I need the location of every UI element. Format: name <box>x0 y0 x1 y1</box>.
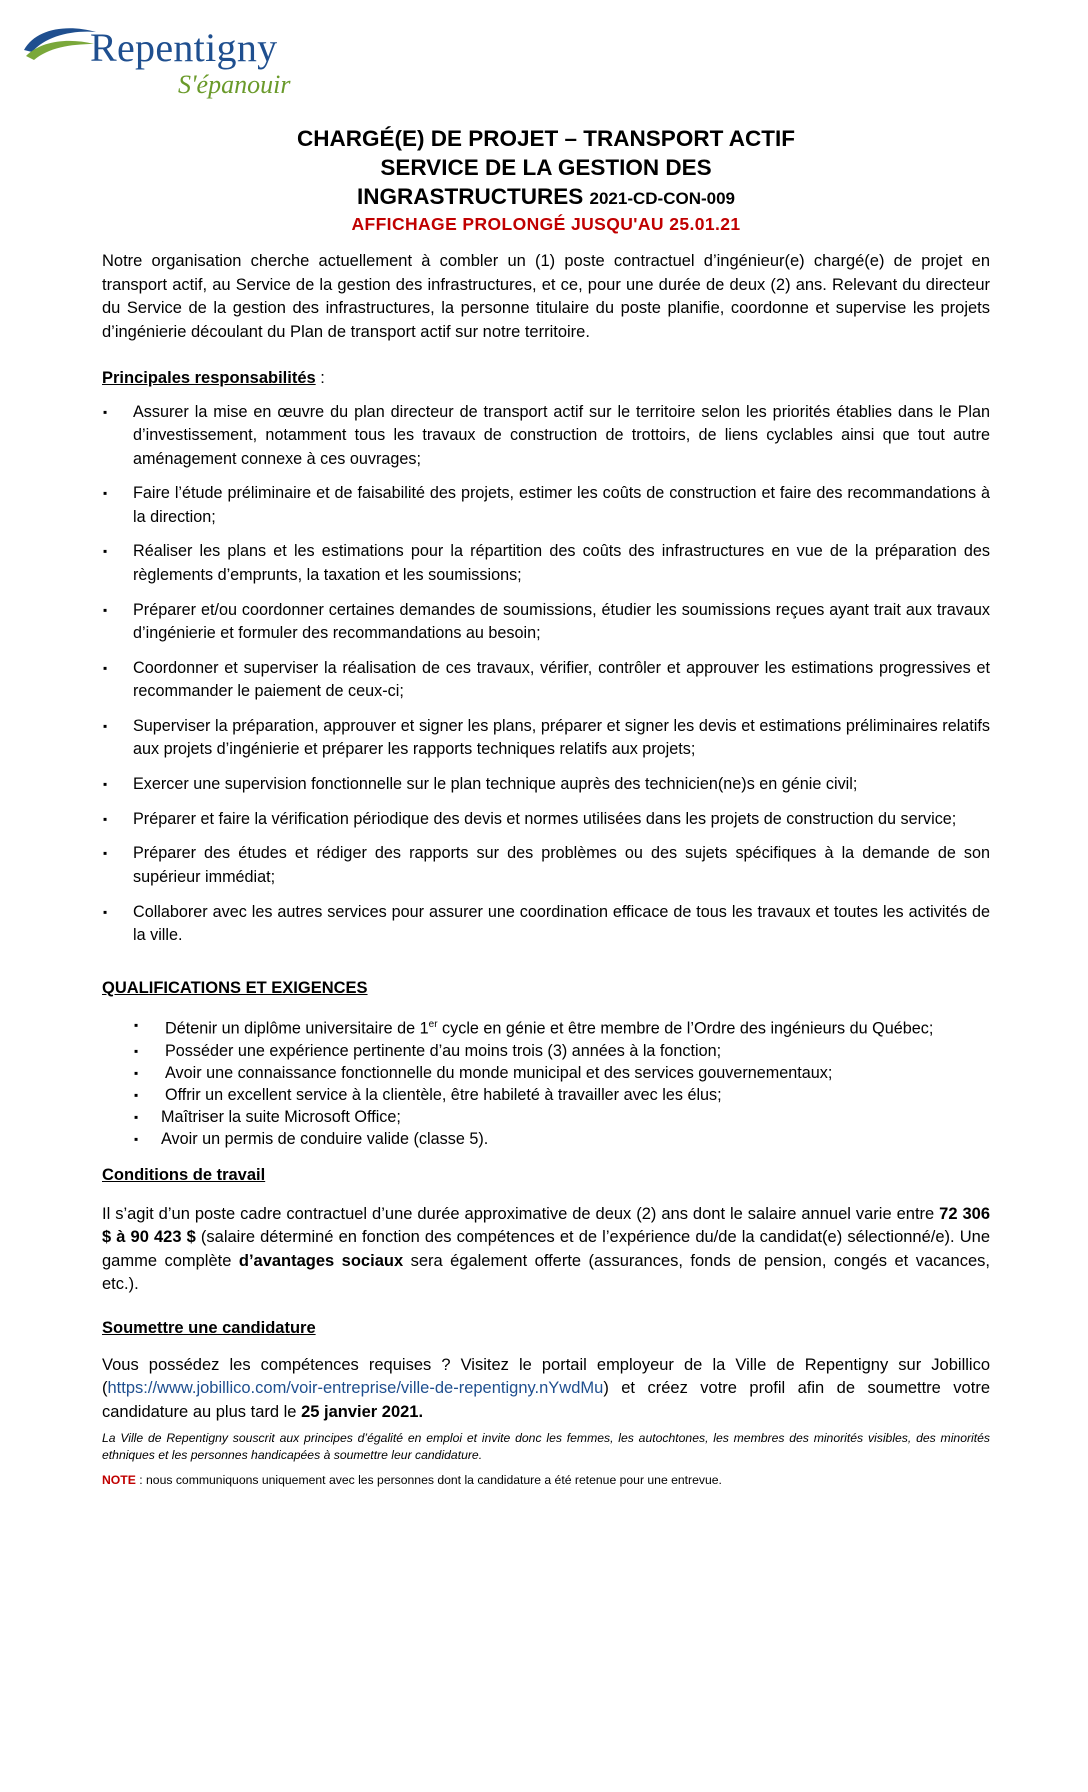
list-item: ▪ Exercer une supervision fonctionnelle sur le plan technique auprès des technicien(ne)s en génie civil; <box>102 773 990 796</box>
list-item: ▪ Avoir un permis de conduire valide (classe 5). <box>102 1128 990 1150</box>
list-item: ▪ Posséder une expérience pertinente d’au moins trois (3) années à la fonction; <box>102 1040 990 1062</box>
note-text: : nous communiquons uniquement avec les personnes dont la candidature a été retenue pour une entrevue. <box>135 1473 722 1488</box>
list-item: ▪ Réaliser les plans et les estimations pour la répartition des coûts des infrastructures en vue de la préparation des règlements d’emprunts, la taxation et les soumissions; <box>102 540 990 587</box>
list-item: ▪ Préparer des études et rédiger des rapports sur des problèmes ou des sujets spécifiques à la demande de son supérieur immédiat; <box>102 842 990 889</box>
benefits-label: d’avantages sociaux <box>238 1251 404 1270</box>
list-item: ▪ Offrir un excellent service à la clientèle, être habileté à travailler avec les élus; <box>102 1084 990 1106</box>
list-item <box>102 1014 990 1039</box>
extended-posting-notice: AFFICHAGE PROLONGÉ JUSQU'AU 25.01.21 <box>351 214 741 234</box>
apply-paragraph <box>102 1354 990 1425</box>
conditions-heading: Conditions de travail <box>102 1165 266 1184</box>
apply-text-2: ) et créez votre profil afin de soumettre votre candidature au plus tard le <box>102 1379 990 1421</box>
apply-heading: Soumettre une candidature <box>102 1318 316 1337</box>
responsibilities-heading-suffix: : <box>315 369 325 387</box>
note-label: NOTE <box>102 1473 136 1488</box>
title-line-3-text: INGRASTRUCTURES <box>356 184 584 209</box>
title-line-2: SERVICE DE LA GESTION DES <box>380 155 712 180</box>
equality-statement: La Ville de Repentigny souscrit aux principes d’égalité en emploi et invite donc les femmes, les autochtones, les membres des minorités visibles, des minorités ethniques et les personnes handicapées à soumettre leur candidature. <box>102 1431 990 1463</box>
conditions-heading-line <box>102 1164 990 1187</box>
conditions-paragraph <box>102 1203 990 1297</box>
repentigny-logo <box>22 20 342 100</box>
title-line-1: CHARGÉ(E) DE PROJET – TRANSPORT ACTIF <box>297 126 795 151</box>
responsibilities-heading-line <box>102 367 990 390</box>
list-item: ▪ Avoir une connaissance fonctionnelle du monde municipal et des services gouvernementaux; <box>102 1062 990 1084</box>
application-deadline: 25 janvier 2021. <box>301 1402 424 1421</box>
list-item: ▪ Collaborer avec les autres services pour assurer une coordination efficace de tous les travaux et toutes les activités de la ville. <box>102 901 990 948</box>
swoosh-icon <box>22 22 100 68</box>
responsibilities-list <box>102 401 990 947</box>
conditions-text-1: Il s’agit d’un poste cadre contractuel d’une durée approximative de deux (2) ans dont le salaire annuel varie entre <box>102 1204 940 1223</box>
page-title <box>102 124 990 235</box>
apply-text-1: Vous possédez les compétences requises ? Visitez le portail employeur de la Ville de Repentigny sur Jobillico ( <box>102 1355 990 1398</box>
qualifications-heading: QUALIFICATIONS ET EXIGENCES <box>102 979 368 998</box>
title-line-3 <box>102 182 990 213</box>
posting-code: 2021-CD-CON-009 <box>589 189 736 208</box>
salary-range: 72 306 $ à 90 423 $ <box>102 1204 990 1247</box>
list-item: ▪ Préparer et/ou coordonner certaines demandes de soumissions, étudier les soumissions reçues ayant trait aux travaux d’ingénierie et formuler des recommandations au besoin; <box>102 599 990 646</box>
list-item: ▪ Assurer la mise en œuvre du plan directeur de transport actif sur le territoire selon les priorités établies dans le Plan d’investissement, notamment tous les travaux de construction de trottoirs, de liens cyclables ainsi que tout autre aménagement connexe à ces ouvrages; <box>102 401 990 471</box>
logo-tagline: S'épanouir <box>178 70 291 99</box>
conditions-text-2: (salaire déterminé en fonction des compétences et de l’expérience du/de la candidat(e) sélectionné/e). Une gamme complète <box>102 1228 990 1270</box>
qualifications-heading-line <box>102 977 990 1000</box>
list-item: ▪ Faire l’étude préliminaire et de faisabilité des projets, estimer les coûts de construction et faire des recommandations à la direction; <box>102 482 990 529</box>
apply-heading-line <box>102 1317 990 1340</box>
list-item: ▪ Préparer et faire la vérification périodique des devis et normes utilisées dans les projets de construction du service; <box>102 808 990 831</box>
responsibilities-heading: Principales responsabilités <box>102 369 316 387</box>
qualifications-list <box>102 1014 990 1149</box>
list-item: ▪ Superviser la préparation, approuver et signer les plans, préparer et signer les devis et estimations préliminaires relatifs aux projets d’ingénierie et préparer les rapports techniques relatifs aux projets; <box>102 715 990 762</box>
job-posting <box>102 124 990 1489</box>
list-item: ▪ Maîtriser la suite Microsoft Office; <box>102 1106 990 1128</box>
intro-paragraph: Notre organisation cherche actuellement à combler un (1) poste contractuel d’ingénieur(e) chargé(e) de projet en transport actif, au Service de la gestion des infrastructures, et ce, pour une durée de deux (2) ans. Relevant du directeur du Service de la gestion des infrastructures, la personne titulaire du poste planifie, coordonne et supervise les projets d’ingénierie découlant du Plan de transport actif sur notre territoire. <box>102 252 990 341</box>
note-line <box>102 1472 990 1489</box>
list-item: ▪ Coordonner et superviser la réalisation de ces travaux, vérifier, contrôler et approuver les estimations progressives et recommander le paiement de ceux-ci; <box>102 657 990 704</box>
jobillico-link[interactable]: https://www.jobillico.com/voir-entreprise/ville-de-repentigny.nYwdMu <box>107 1379 604 1398</box>
qualification-degree-text: Détenir un diplôme universitaire de 1 <box>165 1019 429 1038</box>
qualification-degree-text-end: cycle en génie et être membre de l’Ordre des ingénieurs du Québec; <box>437 1019 934 1038</box>
conditions-text-3: sera également offerte (assurances, fonds de pension, congés et vacances, etc.). <box>102 1251 990 1294</box>
ordinal-suffix: er <box>428 1019 438 1031</box>
logo-name: Repentigny <box>90 25 278 70</box>
